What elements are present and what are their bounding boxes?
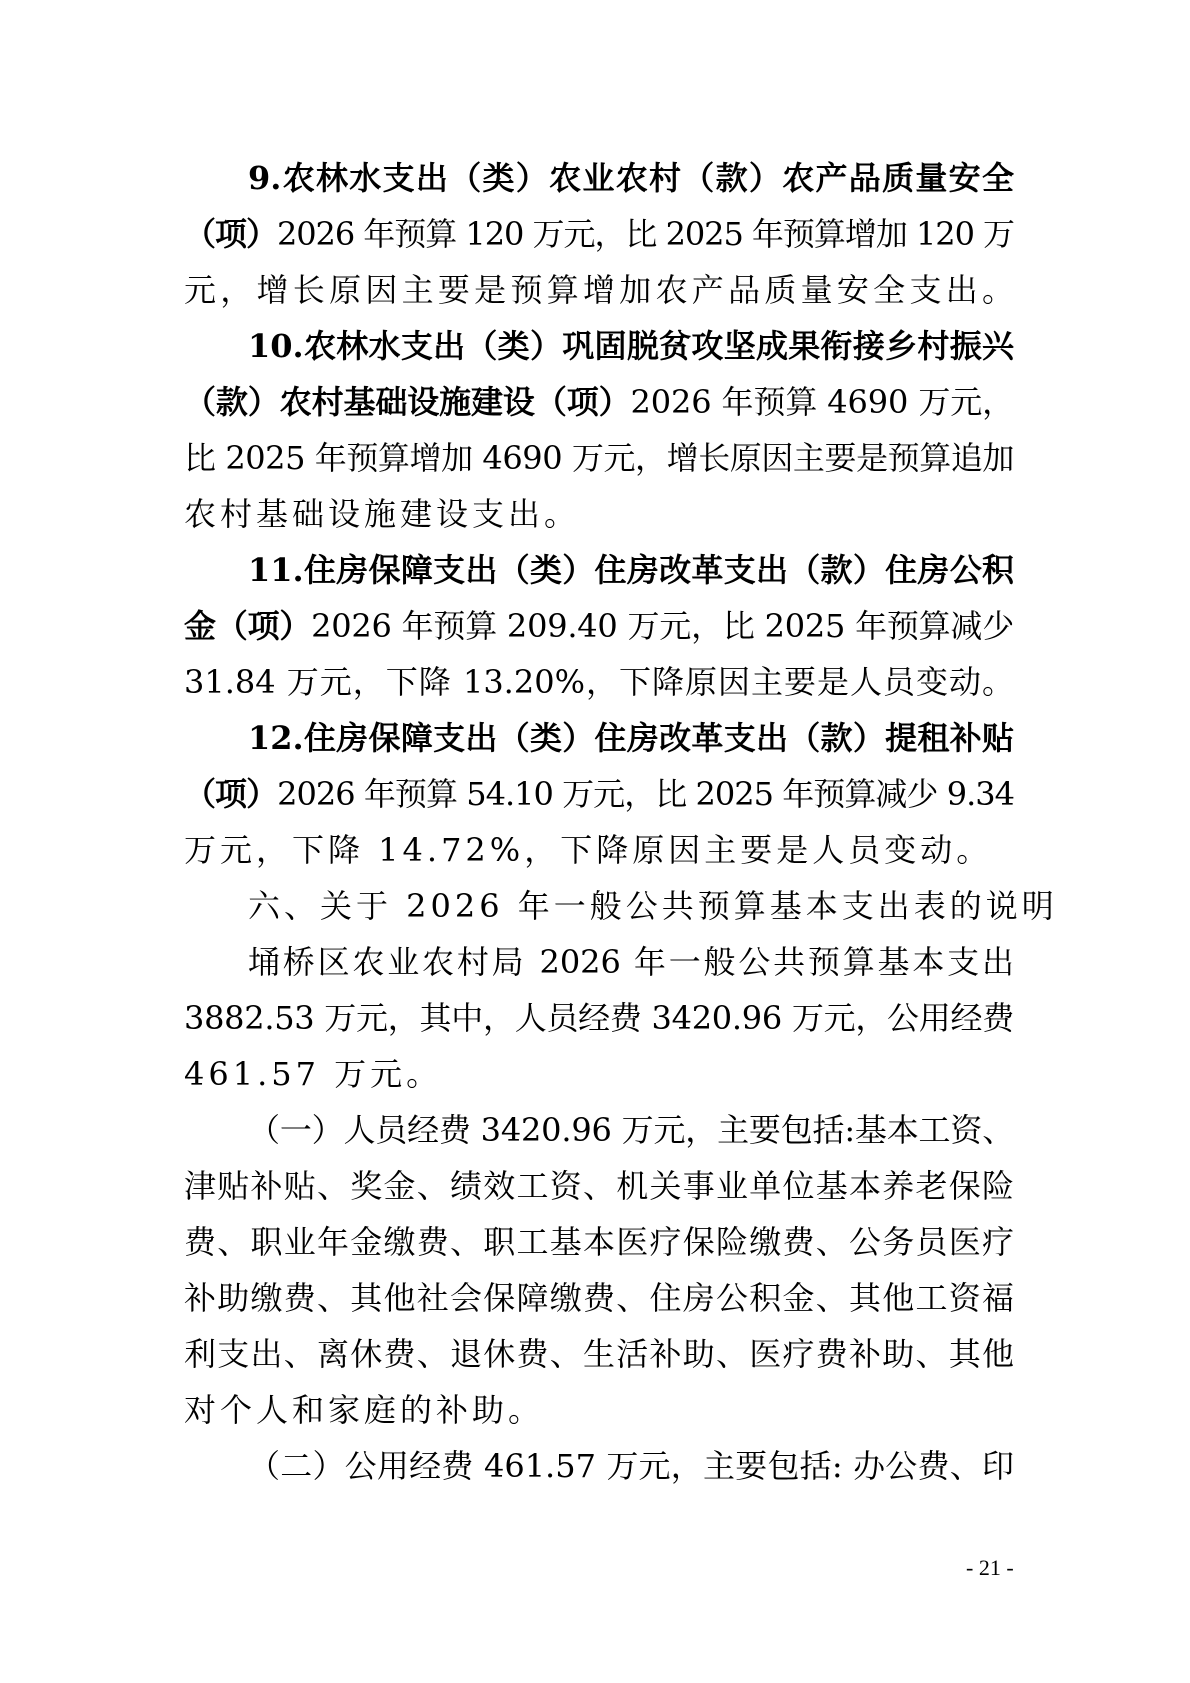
summary-line-1: 埇桥区农业农村局 2026 年一般公共预算基本支出	[248, 943, 1014, 981]
paragraph-9-line-3: 元，增长原因主要是预算增加农产品质量安全支出。	[184, 271, 1014, 309]
personnel-line-5: 利支出、离休费、退休费、生活补助、医疗费补助、其他	[184, 1335, 1014, 1373]
paragraph-11-line-1: 11.住房保障支出（类）住房改革支出（款）住房公积	[248, 551, 1014, 589]
paragraph-10-line-4: 农村基础设施建设支出。	[184, 495, 581, 533]
paragraph-9-line-1: 9.农林水支出（类）农业农村（款）农产品质量安全	[248, 159, 1014, 197]
paragraph-12-line-1: 12.住房保障支出（类）住房改革支出（款）提租补贴	[248, 719, 1014, 757]
paragraph-11-line-3: 31.84 万元，下降 13.20%，下降原因主要是人员变动。	[184, 663, 1014, 701]
personnel-line-1: （一）人员经费 3420.96 万元，主要包括:基本工资、	[248, 1111, 1014, 1149]
paragraph-12-line-3: 万元，下降 14.72%，下降原因主要是人员变动。	[184, 831, 993, 869]
paragraph-11-line-2: 金（项）2026 年预算 209.40 万元，比 2025 年预算减少	[184, 607, 1014, 645]
public-expense-line-1: （二）公用经费 461.57 万元，主要包括: 办公费、印	[248, 1447, 1014, 1485]
personnel-line-3: 费、职业年金缴费、职工基本医疗保险缴费、公务员医疗	[184, 1223, 1014, 1261]
paragraph-10-line-3: 比 2025 年预算增加 4690 万元，增长原因主要是预算追加	[184, 439, 1014, 477]
personnel-line-2: 津贴补贴、奖金、绩效工资、机关事业单位基本养老保险	[184, 1167, 1014, 1205]
personnel-line-6: 对个人和家庭的补助。	[184, 1391, 545, 1429]
paragraph-10-line-1: 10.农林水支出（类）巩固脱贫攻坚成果衔接乡村振兴	[248, 327, 1014, 365]
summary-line-3: 461.57 万元。	[184, 1055, 443, 1093]
section-heading-6: 六、关于 2026 年一般公共预算基本支出表的说明	[248, 887, 1058, 925]
paragraph-9-line-2: （项）2026 年预算 120 万元，比 2025 年预算增加 120 万	[184, 215, 1014, 253]
personnel-line-4: 补助缴费、其他社会保障缴费、住房公积金、其他工资福	[184, 1279, 1014, 1317]
paragraph-12-line-2: （项）2026 年预算 54.10 万元，比 2025 年预算减少 9.34	[184, 775, 1014, 813]
document-body	[184, 150, 1058, 1494]
paragraph-10-line-2: （款）农村基础设施建设（项）2026 年预算 4690 万元，	[184, 383, 1015, 421]
summary-line-2: 3882.53 万元，其中，人员经费 3420.96 万元，公用经费	[184, 999, 1014, 1037]
page-number: - 21 -	[966, 1555, 1014, 1580]
